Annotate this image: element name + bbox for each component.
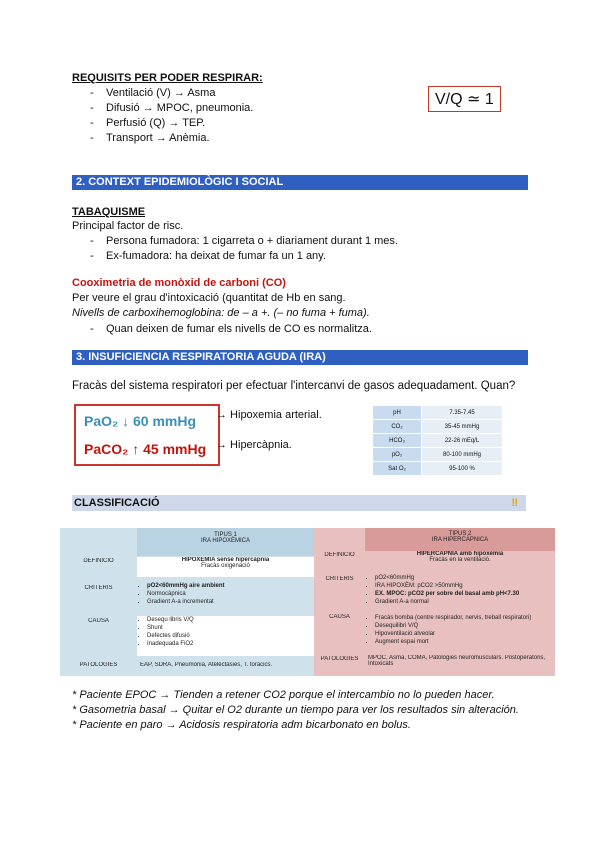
tipus2-subtitle: IRA HIPERCÀPNICA <box>431 537 489 543</box>
gasometry-table <box>372 405 503 476</box>
list-item: • Inadequada FiO2 <box>147 640 314 648</box>
gas-key: pH <box>373 406 422 420</box>
cooximetria-line1: Per veure el grau d'intoxicació (quantitat de Hb en sang. <box>72 292 346 304</box>
gas-value: 35-45 mmHg <box>422 420 503 434</box>
t2-label-criteris: CRITERIS <box>325 576 354 582</box>
ira-question: Fracàs del sistema respiratori per efectuar l'intercanvi de gasos adequadament. Quan? <box>72 380 516 392</box>
list-item: - Quan deixen de fumar els nivells de CO es normalitza. <box>72 322 512 337</box>
section-3-header: 3. INSUFICIENCIA RESPIRATORIA AGUDA (IRA) <box>72 350 528 365</box>
t2-def-sub: Fracàs en la ventilació. <box>429 557 491 563</box>
list-item: - Ventilació (V) → Asma <box>72 86 402 101</box>
cooximetria-title: Cooximetria de monòxid de carboni (CO) <box>72 277 286 289</box>
list-item: • Augment espai mort <box>375 638 555 646</box>
gas-key: pO₂ <box>373 448 422 462</box>
t2-criteris <box>365 574 555 606</box>
warning-icon: ‼ <box>511 497 518 509</box>
hipoxemia-text: → Hipoxemia arterial. <box>216 409 322 421</box>
tipus1-title: TIPUS 1 <box>214 532 237 538</box>
t1-patologies: EAP, SDRA, Pneumònia, Atelèctàsies, T. toràcics. <box>140 662 273 668</box>
gas-key: Sat O₂ <box>373 462 422 476</box>
t1-criteris <box>137 582 314 606</box>
list-item: • Shunt <box>147 624 314 632</box>
tipus1-subtitle: IRA HIPOXÈMICA <box>200 538 250 544</box>
tipus1-header <box>137 528 314 556</box>
vq-ratio-box: V/Q ≃ 1 <box>428 86 501 112</box>
t2-definicio <box>365 551 555 563</box>
t2-causa <box>365 614 555 646</box>
tabaquisme-title: TABAQUISME <box>72 206 146 218</box>
paco2-value: PaCO₂ ↑ 45 mmHg <box>84 441 207 457</box>
gas-value: 95-100 % <box>422 462 503 476</box>
classificacio-title: CLASSIFICACIÓ <box>74 497 160 509</box>
note-line: * Paciente en paro → Acidosis respiratoria adm bicarbonato en bolus. <box>72 719 411 731</box>
t2-patologies: MPOC, Asma, COMA, Patologies neuromusculars. Postoperatoris, Intoxicats <box>368 655 546 667</box>
classification-table <box>60 528 555 676</box>
list-item: • Desequilibri V/Q <box>375 622 555 630</box>
t2-label-causa: CAUSA <box>329 614 350 620</box>
requisits-title: REQUISITS PER PODER RESPIRAR: <box>72 72 263 84</box>
gas-value: 22-26 mEq/L <box>422 434 503 448</box>
t1-definicio <box>137 557 314 577</box>
note-line: * Gasometria basal → Quitar el O2 durante un tiempo para ver los resultados sin alteración. <box>72 704 519 716</box>
list-item: - Difusió → MPOC, pneumonia. <box>72 101 402 116</box>
t2-def-main: HIPERCÀPNIA amb hipoxèmia <box>416 551 504 557</box>
list-item: • Fracàs bomba (centre respirador, nervis, treball respiratori) <box>375 614 555 622</box>
table-row <box>373 406 503 420</box>
requisits-list <box>72 86 402 146</box>
notes <box>72 688 572 733</box>
table-row <box>373 434 503 448</box>
cooximetria-list <box>72 322 512 337</box>
list-item: • pO2<60mmHg <box>375 574 555 582</box>
label-causa: CAUSA <box>88 618 109 624</box>
label-definicio: DEFINICIÓ <box>83 558 114 564</box>
label-criteris: CRITERIS <box>84 585 113 591</box>
list-item: • IRA HIPOXÈM: pCO2 >50mmHg <box>375 582 555 590</box>
note-line: * Paciente EPOC → Tienden a retener CO2 porque el intercambio no lo pueden hacer. <box>72 689 495 701</box>
t1-causa <box>137 616 314 656</box>
list-item: • Desequ libris V/Q <box>147 616 314 624</box>
list-item: - Transport → Anèmia. <box>72 131 402 146</box>
table-row <box>373 448 503 462</box>
gas-value: 80-100 mmHg <box>422 448 503 462</box>
list-item: • Hipoventilació alveolar <box>375 630 555 638</box>
classificacio-header <box>72 495 526 511</box>
cooximetria-line2: Nivells de carboxihemoglobina: de – a +. (– no fuma + fuma). <box>72 307 370 319</box>
list-item: • EX. MPOC: pCO2 per sobre del basal amb pH<7.30 <box>375 590 555 598</box>
hipercapnia-text: → Hipercàpnia. <box>216 439 292 451</box>
gas-value: 7.35-7.45 <box>422 406 503 420</box>
table-row <box>373 462 503 476</box>
tabaquisme-list <box>72 234 512 264</box>
pao2-value: PaO₂ ↓ 60 mmHg <box>84 413 197 429</box>
t1-def-main: HIPOXÈMIA sense hipercàpnia <box>181 557 270 563</box>
t1-def-sub: Fracàs oxigenació <box>201 563 250 569</box>
list-item: • Defectes difusió <box>147 632 314 640</box>
list-item: • Gradient A-a normal <box>375 598 555 606</box>
list-item: - Ex-fumadora: ha deixat de fumar fa un 1 any. <box>72 249 512 264</box>
gas-values-box <box>74 404 220 466</box>
factor-risc-text: Principal factor de risc. <box>72 220 184 232</box>
t2-label-definicio: DEFINICIÓ <box>324 552 355 558</box>
list-item: • Gradient A-a incrementat <box>147 598 314 606</box>
table-row <box>373 420 503 434</box>
list-item: • pO2<60mmHg aire ambient <box>147 582 314 590</box>
section-2-header: 2. CONTEXT EPIDEMIOLÒGIC I SOCIAL <box>72 175 528 190</box>
list-item: • Normocàpnica <box>147 590 314 598</box>
gas-key: HCO₃ <box>373 434 422 448</box>
tipus2-header <box>365 528 555 551</box>
label-patologies: PATOLOGIES <box>79 662 118 668</box>
t2-label-patologies: PATOLOGIES <box>320 656 359 662</box>
list-item: - Persona fumadora: 1 cigarreta o + diariament durant 1 mes. <box>72 234 512 249</box>
list-item: - Perfusió (Q) → TEP. <box>72 116 402 131</box>
tipus2-title: TIPUS 2 <box>448 531 472 537</box>
gas-key: CO₂ <box>373 420 422 434</box>
